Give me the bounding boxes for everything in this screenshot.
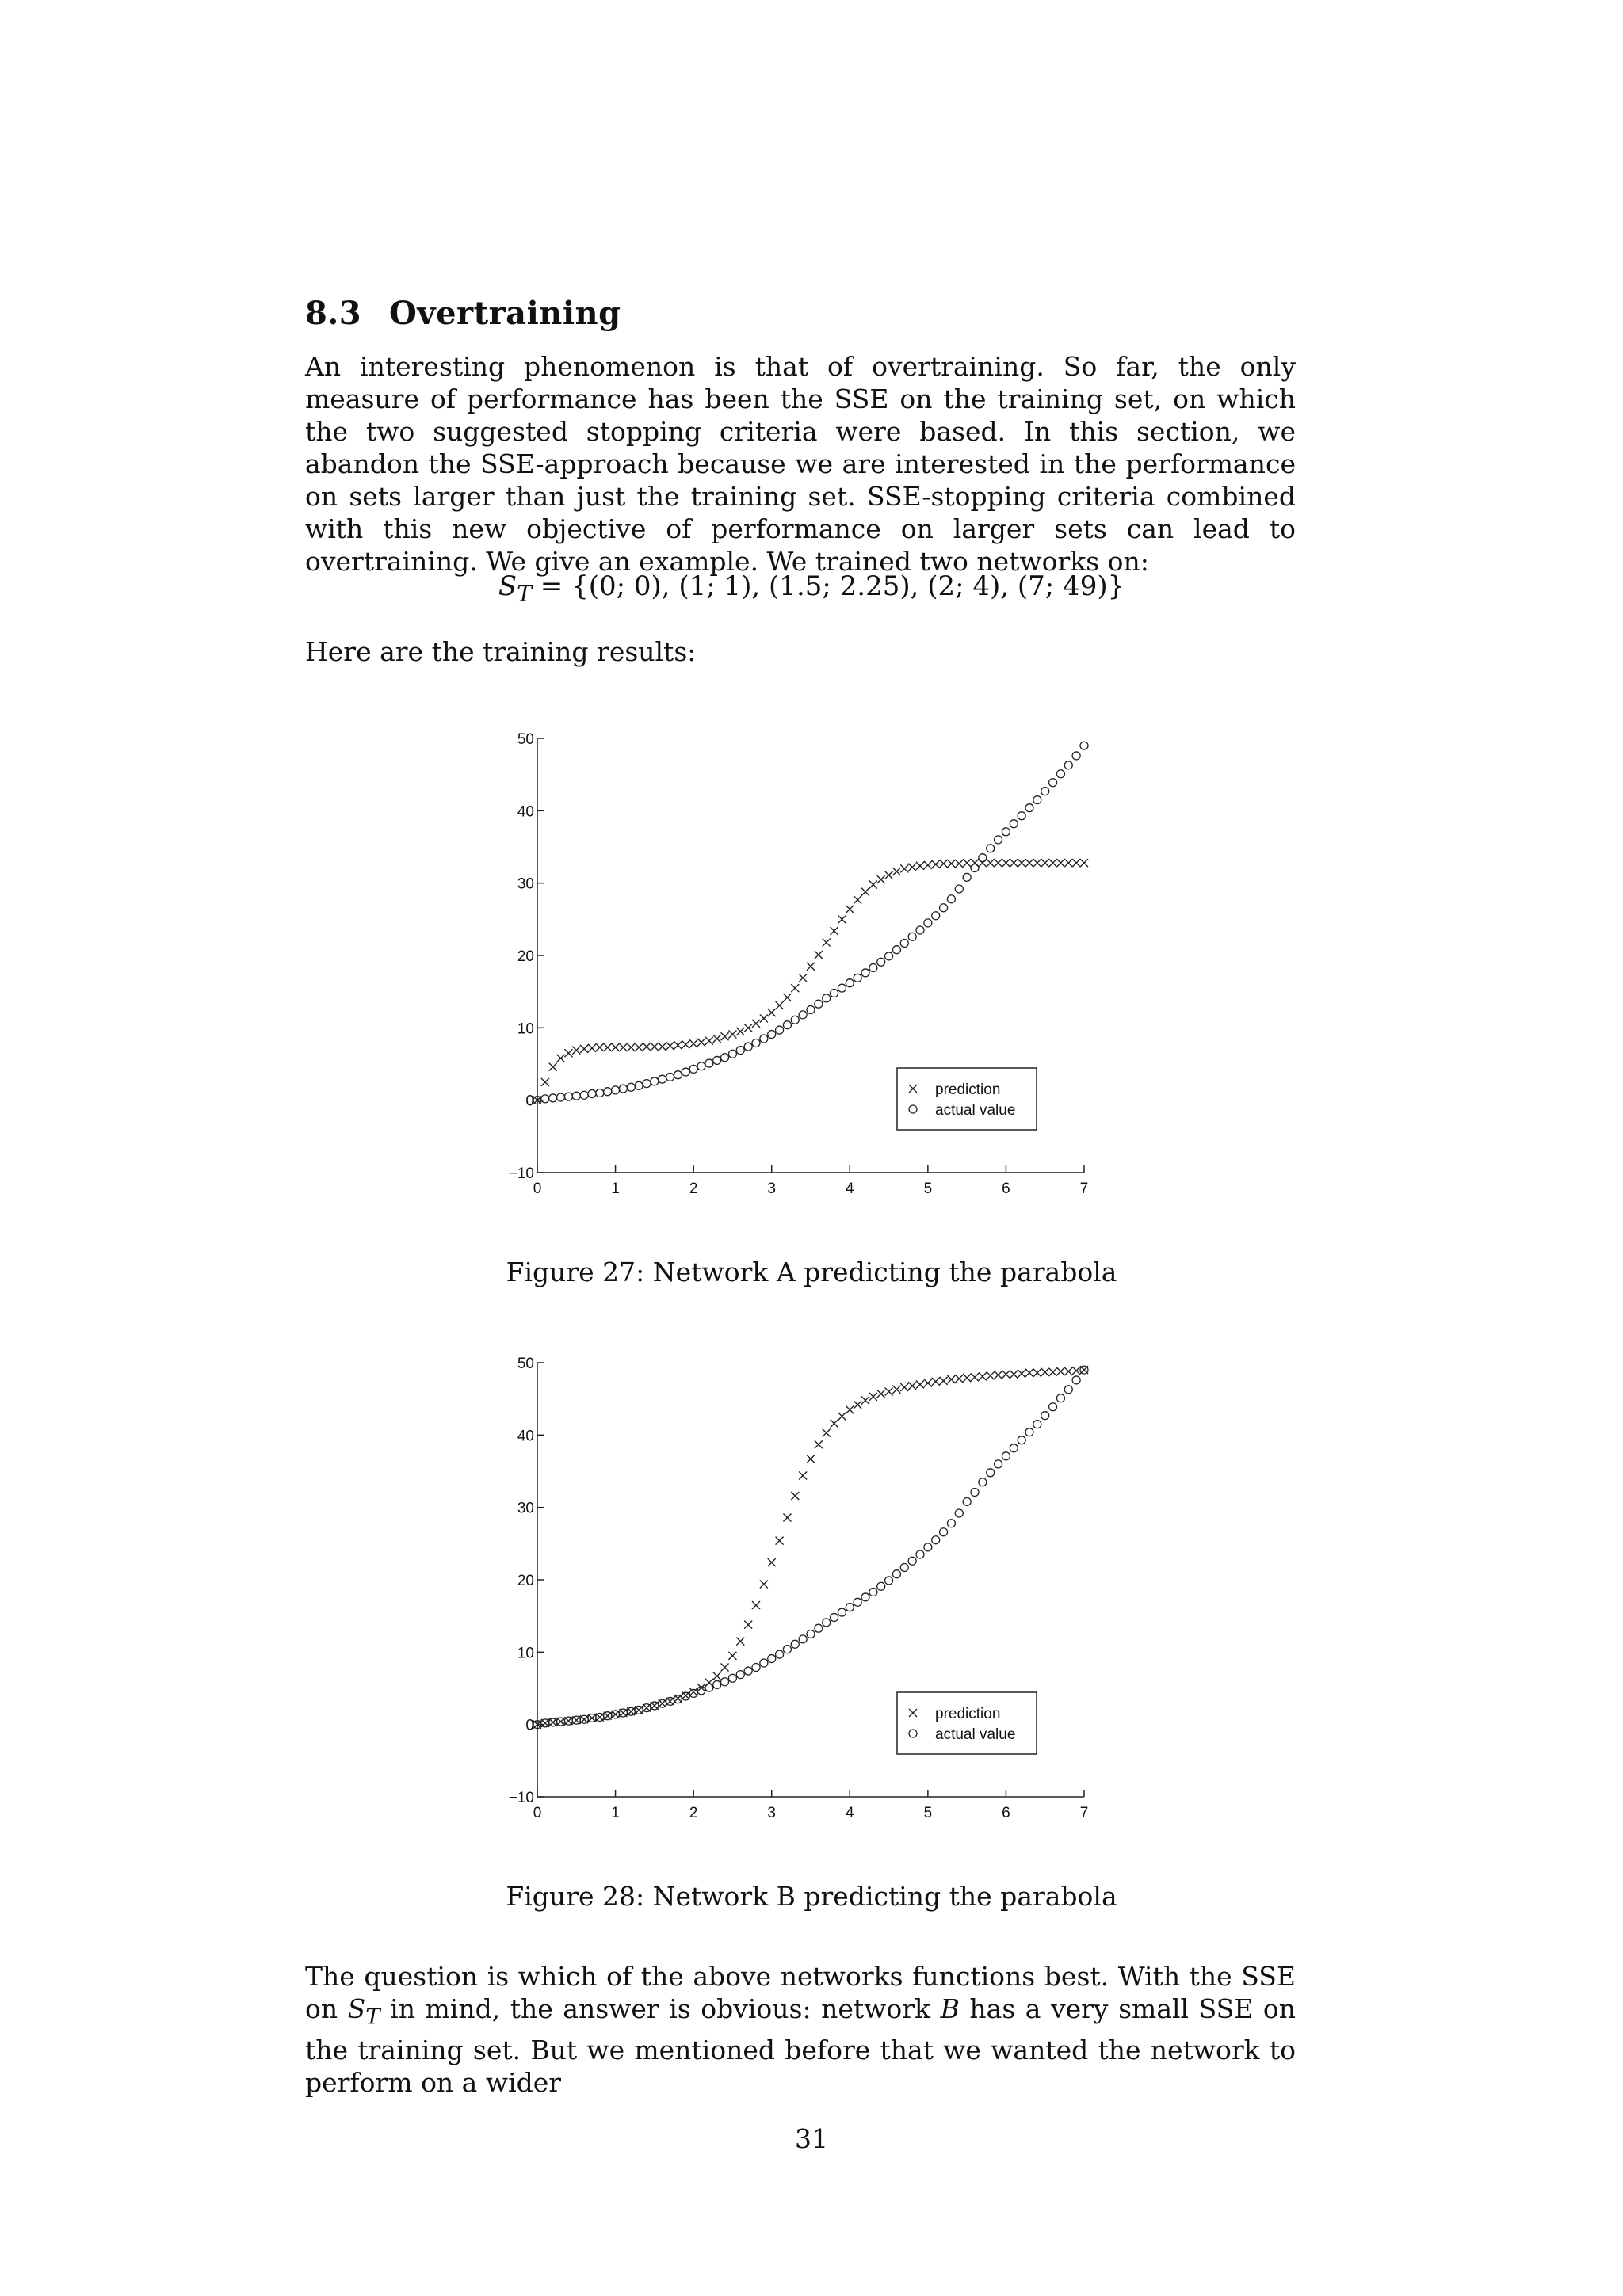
x-tick-label: 5: [923, 1805, 933, 1821]
y-tick-label: 50: [517, 731, 534, 748]
prediction-point: [854, 1401, 861, 1409]
actual-value-point: [908, 1557, 916, 1565]
y-tick-label: 20: [517, 948, 534, 965]
actual-value-point: [807, 1006, 815, 1014]
prediction-point: [588, 1044, 596, 1052]
prediction-point: [940, 860, 948, 868]
actual-value-point: [776, 1026, 784, 1034]
prediction-point: [1010, 1371, 1018, 1379]
prediction-point: [861, 1396, 869, 1404]
actual-value-point: [736, 1671, 744, 1679]
x-tick-label: 2: [689, 1805, 698, 1821]
prediction-point: [987, 859, 995, 867]
actual-value-point: [892, 1570, 900, 1578]
actual-value-point: [1010, 1444, 1018, 1452]
actual-value-point: [1033, 1421, 1041, 1428]
prediction-point: [823, 939, 831, 947]
y-tick-label: 30: [517, 875, 534, 893]
actual-value-point: [791, 1016, 799, 1024]
actual-value-point: [682, 1068, 689, 1076]
prediction-point: [744, 1621, 752, 1629]
actual-value-point: [947, 895, 955, 903]
prediction-point: [869, 880, 877, 888]
y-tick-label: 40: [517, 1428, 534, 1445]
actual-value-point: [1041, 1412, 1049, 1420]
prediction-point: [947, 860, 955, 868]
prediction-point: [697, 1039, 705, 1047]
prediction-point: [908, 1382, 916, 1390]
prediction-point: [713, 1672, 721, 1680]
actual-value-point: [1041, 788, 1049, 795]
actual-value-point: [768, 1655, 776, 1663]
actual-value-point: [877, 1582, 885, 1590]
prediction-point: [908, 864, 916, 871]
x-tick-label: 0: [533, 1805, 542, 1821]
prediction-point: [1002, 859, 1010, 867]
actual-value-point: [557, 1093, 565, 1101]
actual-value-point: [799, 1635, 807, 1643]
actual-value-point: [728, 1674, 736, 1682]
prediction-point: [940, 1377, 948, 1385]
prediction-point: [1064, 1367, 1072, 1375]
prediction-point: [1041, 1368, 1049, 1376]
prediction-point: [831, 1420, 838, 1428]
prediction-point: [572, 1047, 580, 1055]
actual-value-point: [1025, 804, 1033, 812]
actual-value-point: [666, 1073, 674, 1081]
prediction-point: [1049, 859, 1057, 867]
prediction-point: [604, 1043, 612, 1051]
actual-value-point: [861, 969, 869, 977]
prediction-point: [955, 1375, 963, 1383]
prediction-point: [705, 1037, 713, 1045]
legend-box: [897, 1692, 1037, 1754]
prediction-point: [791, 1492, 799, 1500]
legend: [897, 1692, 1037, 1754]
prediction-point: [900, 1383, 908, 1391]
actual-value-point: [604, 1088, 612, 1096]
prediction-point: [752, 1020, 760, 1028]
actual-value-point: [659, 1075, 666, 1083]
actual-value-point: [721, 1678, 729, 1686]
actual-value-point: [838, 984, 846, 992]
actual-value-point: [979, 1478, 987, 1486]
figure-27-caption: Figure 27: Network A predicting the parabola: [506, 1257, 1117, 1287]
prediction-point: [885, 1388, 893, 1396]
equation-rhs: = {(0; 0), (1; 1), (1.5; 2.25), (2; 4), (7; 49)}: [531, 570, 1125, 602]
actual-value-point: [861, 1593, 869, 1601]
actual-value-point: [1033, 796, 1041, 804]
y-tick-label: 0: [525, 1093, 534, 1110]
actual-value-point: [1018, 812, 1025, 820]
prediction-point: [987, 1371, 995, 1379]
actual-value-point: [924, 919, 932, 927]
prediction-point: [995, 1371, 1002, 1379]
prediction-point: [674, 1041, 682, 1049]
prediction-point: [955, 860, 963, 868]
actual-value-point: [705, 1684, 713, 1691]
prediction-point: [721, 1032, 729, 1040]
prediction-point: [924, 861, 932, 869]
actual-value-point: [963, 873, 971, 881]
legend-label: actual value: [935, 1102, 1016, 1119]
actual-value-point: [831, 989, 838, 997]
prediction-point: [877, 1390, 885, 1398]
y-tick-label: 10: [517, 1020, 534, 1038]
legend-label: actual value: [935, 1726, 1016, 1743]
prediction-point: [1025, 1369, 1033, 1377]
prediction-point: [760, 1580, 768, 1588]
prediction-point: [1049, 1368, 1057, 1376]
prediction-point: [776, 1537, 784, 1545]
x-tick-label: 4: [845, 1805, 854, 1821]
prediction-point: [728, 1031, 736, 1039]
x-tick-label: 6: [1002, 1180, 1010, 1197]
actual-value-point: [987, 845, 995, 852]
actual-value-point: [1049, 779, 1057, 787]
prediction-point: [838, 915, 846, 923]
prediction-point: [612, 1043, 620, 1051]
prediction-point: [744, 1024, 752, 1032]
x-tick-label: 4: [845, 1180, 854, 1197]
prediction-point: [1018, 859, 1025, 867]
actual-value-point: [783, 1021, 791, 1029]
prediction-point: [916, 1380, 924, 1388]
x-tick-label: 1: [611, 1805, 620, 1821]
prediction-point: [892, 1386, 900, 1394]
paragraph-results-intro: Here are the training results:: [305, 636, 697, 667]
prediction-point: [838, 1413, 846, 1421]
actual-value-point: [916, 1550, 924, 1558]
actual-value-point: [627, 1083, 635, 1091]
actual-value-point: [564, 1093, 572, 1100]
figure-28-chart: [0, 1345, 1623, 1829]
prediction-point: [1056, 1367, 1064, 1375]
actual-value-point: [854, 1598, 861, 1606]
actual-value-point: [721, 1054, 729, 1062]
prediction-point: [1041, 859, 1049, 867]
prediction-point: [932, 860, 940, 868]
prediction-point: [924, 1379, 932, 1387]
series-prediction: [533, 1366, 1088, 1729]
training-set-equation: [0, 570, 1623, 607]
actual-value-point: [643, 1080, 651, 1088]
actual-value-point: [713, 1680, 721, 1688]
actual-value-point: [838, 1608, 846, 1616]
prediction-point: [736, 1638, 744, 1646]
actual-value-point: [846, 979, 854, 987]
equation-lhs-subscript: T: [517, 580, 532, 607]
actual-value-point: [651, 1077, 659, 1085]
actual-value-point: [955, 1509, 963, 1517]
prediction-point: [815, 951, 823, 959]
actual-value-point: [799, 1011, 807, 1019]
actual-value-point: [955, 885, 963, 893]
actual-value-point: [846, 1604, 854, 1611]
x-tick-label: 7: [1079, 1805, 1089, 1821]
prediction-point: [776, 1001, 784, 1009]
prediction-point: [580, 1045, 588, 1053]
prediction-point: [651, 1043, 659, 1051]
symbol-b: B: [940, 1993, 960, 2024]
prediction-point: [635, 1043, 643, 1051]
prediction-point: [619, 1043, 627, 1051]
prediction-point: [963, 1374, 971, 1382]
prediction-point: [596, 1043, 604, 1051]
prediction-point: [807, 963, 815, 971]
actual-value-point: [744, 1043, 752, 1051]
actual-value-point: [635, 1081, 643, 1089]
prediction-point: [877, 875, 885, 883]
actual-value-point: [932, 1536, 940, 1544]
prediction-point: [768, 1009, 776, 1016]
paragraph-intro: An interesting phenomenon is that of overtraining. So far, the only measure of performance has been the SSE on the training set, on which the two suggested stopping criteria were based. In this section, we abandon the SSE-approach because we are interested in the performance on sets larger than just the training set. SSE-stopping criteria combined with this new objective of performance on larger sets can lead to overtraining. We give an example. We trained two networks on:: [305, 351, 1296, 577]
actual-value-point: [1049, 1403, 1057, 1411]
actual-value-point: [987, 1469, 995, 1477]
y-tick-label: −10: [508, 1790, 534, 1806]
actual-value-point: [791, 1640, 799, 1648]
legend-box: [897, 1068, 1037, 1130]
prediction-point: [869, 1393, 877, 1401]
legend: [897, 1068, 1037, 1130]
actual-value-point: [612, 1086, 620, 1094]
actual-value-point: [995, 836, 1002, 844]
x-tick-label: 3: [767, 1180, 777, 1197]
actual-value-point: [768, 1031, 776, 1039]
prediction-point: [728, 1652, 736, 1660]
prediction-point: [892, 868, 900, 875]
legend-label: prediction: [935, 1081, 1001, 1098]
actual-value-point: [776, 1650, 784, 1658]
actual-value-point: [713, 1056, 721, 1064]
actual-value-point: [924, 1543, 932, 1551]
prediction-point: [854, 896, 861, 904]
actual-value-point: [885, 1577, 893, 1585]
prediction-point: [713, 1035, 721, 1043]
actual-value-point: [1018, 1436, 1025, 1444]
actual-value-point: [854, 974, 861, 982]
section-heading: [305, 295, 621, 332]
actual-value-point: [971, 864, 979, 871]
page-number: 31: [795, 2123, 828, 2154]
actual-value-point: [940, 904, 948, 912]
actual-value-point: [689, 1689, 697, 1697]
actual-value-point: [1064, 1386, 1072, 1394]
actual-value-point: [697, 1062, 705, 1070]
actual-value-point: [1025, 1428, 1033, 1436]
prediction-point: [823, 1429, 831, 1437]
prediction-point: [783, 1513, 791, 1521]
actual-value-point: [823, 994, 831, 1002]
actual-value-point: [1056, 1394, 1064, 1402]
actual-value-point: [752, 1039, 760, 1047]
x-tick-label: 5: [923, 1180, 933, 1197]
actual-value-point: [705, 1059, 713, 1067]
actual-value-point: [1064, 761, 1072, 769]
actual-value-point: [995, 1460, 1002, 1468]
y-tick-label: 0: [525, 1717, 534, 1734]
actual-value-point: [869, 1589, 877, 1596]
prediction-point: [885, 871, 893, 879]
prediction-point: [783, 994, 791, 1001]
y-tick-label: 50: [517, 1356, 534, 1372]
actual-value-point: [1002, 828, 1010, 836]
prediction-point: [768, 1558, 776, 1566]
actual-value-point: [1056, 770, 1064, 778]
actual-value-point: [1072, 752, 1080, 760]
section-number: 8.3: [305, 295, 362, 332]
actual-value-point: [596, 1089, 604, 1097]
actual-value-point: [947, 1520, 955, 1527]
prediction-point: [971, 1373, 979, 1381]
actual-value-point: [760, 1035, 768, 1043]
prediction-point: [807, 1455, 815, 1463]
prediction-point: [1072, 859, 1080, 867]
x-tick-label: 1: [611, 1180, 620, 1197]
prediction-point: [900, 864, 908, 872]
paragraph-discussion: The question is which of the above networks functions best. With the SSE on $S_T$ in mind, the answer is obvious: network B has a very small SSE on the training set. But we mentioned before that we wanted the network to perform on a wider: [305, 1961, 1296, 2098]
actual-value-point: [908, 933, 916, 940]
actual-value-point: [580, 1091, 588, 1099]
y-tick-label: 30: [517, 1500, 534, 1517]
actual-value-point: [1002, 1452, 1010, 1460]
actual-value-point: [549, 1094, 557, 1102]
prediction-point: [1056, 859, 1064, 867]
prediction-point: [1002, 1371, 1010, 1379]
y-tick-label: −10: [508, 1165, 534, 1182]
y-tick-label: 10: [517, 1645, 534, 1662]
prediction-point: [557, 1055, 565, 1062]
series-actual-value: [533, 1366, 1088, 1729]
actual-value-point: [869, 964, 877, 972]
symbol-t: T: [365, 2004, 380, 2030]
actual-value-point: [885, 952, 893, 960]
prediction-point: [659, 1043, 666, 1051]
actual-value-point: [815, 1624, 823, 1632]
x-tick-label: 0: [533, 1180, 542, 1197]
actual-value-point: [940, 1528, 948, 1536]
prediction-point: [627, 1043, 635, 1051]
prediction-point: [1080, 859, 1088, 867]
prediction-point: [947, 1375, 955, 1383]
prediction-point: [815, 1440, 823, 1448]
section-title: Overtraining: [389, 295, 621, 332]
figure-28-caption: Figure 28: Network B predicting the parabola: [506, 1881, 1117, 1912]
prediction-point: [736, 1028, 744, 1035]
prediction-point: [721, 1664, 729, 1672]
prediction-point: [791, 984, 799, 992]
prediction-point: [1064, 859, 1072, 867]
actual-value-point: [916, 926, 924, 934]
prediction-point: [799, 974, 807, 982]
actual-value-point: [674, 1071, 682, 1079]
prediction-point: [666, 1042, 674, 1050]
actual-value-point: [619, 1085, 627, 1093]
prediction-point: [979, 1372, 987, 1380]
actual-value-point: [900, 939, 908, 947]
actual-value-point: [900, 1563, 908, 1571]
prediction-point: [1033, 1369, 1041, 1377]
prediction-point: [760, 1014, 768, 1022]
actual-value-point: [744, 1667, 752, 1675]
prediction-point: [564, 1049, 572, 1057]
legend-label: prediction: [935, 1706, 1001, 1722]
actual-value-point: [1010, 820, 1018, 828]
prediction-point: [643, 1043, 651, 1051]
actual-value-point: [892, 946, 900, 954]
prediction-point: [1018, 1370, 1025, 1378]
actual-value-point: [572, 1092, 580, 1100]
actual-value-point: [823, 1619, 831, 1627]
prediction-point: [1072, 1367, 1080, 1375]
actual-value-point: [588, 1089, 596, 1097]
prediction-point: [1033, 859, 1041, 867]
actual-value-point: [971, 1488, 979, 1496]
y-tick-label: 40: [517, 803, 534, 821]
x-tick-label: 2: [689, 1180, 698, 1197]
actual-value-point: [752, 1664, 760, 1672]
equation-lhs: S: [498, 570, 517, 602]
prediction-point: [752, 1601, 760, 1609]
actual-value-point: [963, 1497, 971, 1505]
actual-value-point: [783, 1646, 791, 1653]
prediction-point: [916, 862, 924, 870]
actual-value-point: [541, 1095, 549, 1103]
x-tick-label: 3: [767, 1805, 777, 1821]
actual-value-point: [979, 854, 987, 862]
prediction-point: [831, 927, 838, 935]
x-tick-label: 7: [1079, 1180, 1089, 1197]
actual-value-point: [815, 1000, 823, 1008]
actual-value-point: [1080, 742, 1088, 749]
prediction-point: [963, 859, 971, 867]
prediction-point: [846, 906, 854, 913]
actual-value-point: [932, 912, 940, 920]
actual-value-point: [831, 1613, 838, 1621]
prediction-point: [995, 859, 1002, 867]
figure-27-chart: [0, 721, 1623, 1204]
prediction-point: [1010, 859, 1018, 867]
actual-value-point: [1072, 1376, 1080, 1384]
actual-value-point: [760, 1659, 768, 1667]
prediction-point: [1025, 859, 1033, 867]
series-prediction: [533, 859, 1088, 1104]
actual-value-point: [877, 958, 885, 966]
prediction-point: [932, 1378, 940, 1386]
actual-value-point: [689, 1065, 697, 1073]
series-actual-value: [533, 742, 1088, 1104]
y-tick-label: 20: [517, 1573, 534, 1589]
prediction-point: [846, 1405, 854, 1413]
symbol-s: S: [347, 1993, 366, 2024]
prediction-point: [689, 1039, 697, 1047]
prediction-point: [541, 1078, 549, 1086]
prediction-point: [799, 1471, 807, 1479]
prediction-point: [549, 1063, 557, 1071]
prediction-point: [682, 1040, 689, 1048]
actual-value-point: [728, 1050, 736, 1058]
prediction-point: [861, 888, 869, 896]
actual-value-point: [807, 1630, 815, 1638]
x-tick-label: 6: [1002, 1805, 1010, 1821]
actual-value-point: [736, 1047, 744, 1055]
